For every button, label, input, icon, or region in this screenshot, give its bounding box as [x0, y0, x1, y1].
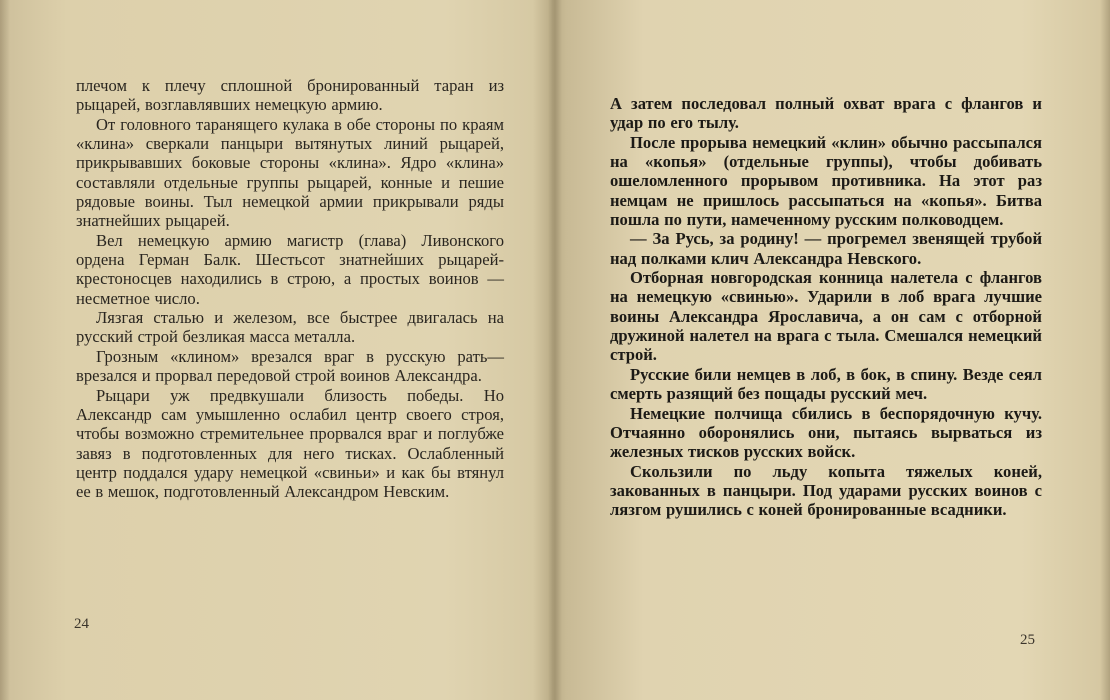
left-page — [0, 0, 552, 700]
paragraph: Лязгая сталью и железом, все быстрее двигалась на русский строй безликая масса металла. — [76, 308, 504, 347]
page-number: 25 — [1020, 632, 1035, 648]
paragraph: Скользили по льду копыта тяжелых коней, закованных в панцыри. Под ударами русских воинов с лязгом рушились с коней бронированные всадники. — [610, 461, 1042, 520]
paragraph: Русские били немцев в лоб, в бок, в спину. Везде сеял смерть разящий без пощады русский меч. — [610, 364, 1042, 404]
paragraph: Рыцари уж предвкушали близость победы. Но Александр сам умышленно ослабил центр своего строя, чтобы возможно стремительнее прорвался враг и поглубже завяз в подготовленных для него тисках. Ослабленный центр поддался удару немецкой «свиньи» и как бы втянул ее в мешок, подготовленный Александром Невским. — [76, 385, 504, 502]
paragraph: А затем последовал полный охват врага с флангов и удар по его тылу. — [610, 94, 1042, 133]
paragraph: От головного таранящего кулака в обе стороны по краям «клина» сверкали панцыри вытянутых линий рыцарей, прикрывавших боковые стороны «клина». Ядро «клина» составляли отдельные группы рыцарей, конные и пешие рядовые воины. Тыл немецкой армии прикрывали ряды знатнейших рыцарей. — [76, 114, 504, 231]
paragraph: Вел немецкую армию магистр (глава) Ливонского ордена Герман Балк. Шестьсот знатнейших рыцарей-крестоносцев находились в строю, а простых воинов — несметное число. — [76, 230, 504, 308]
paragraph: После прорыва немецкий «клин» обычно рассыпался на «копья» (отдельные группы), чтобы добивать ошеломленного прорывом противника. На этот раз немцам не пришлось рассыпаться на «копья». Битва пошла по пути, намеченному русским полководцем. — [610, 132, 1042, 230]
paragraph: Грозным «клином» врезался враг в русскую рать—врезался и прорвал передовой строй воинов Александра. — [76, 346, 504, 386]
paragraph: Отборная новгородская конница налетела с флангов на немецкую «свинью». Ударили в лоб врага лучшие воины Александра Ярославича, а он сам с отборной дружиной налетел на врага с тыла. Смешался немецкий строй. — [610, 268, 1042, 365]
left-page-text — [76, 76, 504, 502]
right-page — [558, 0, 1110, 700]
page-number: 24 — [74, 616, 89, 632]
paragraph: Немецкие полчища сбились в беспорядочную кучу. Отчаянно оборонялись они, пытаясь вырваться из железных тисков русских войск. — [610, 403, 1042, 462]
paragraph: — За Русь, за родину! — прогремел звенящей трубой над полками клич Александра Невского. — [610, 229, 1042, 268]
right-page-text — [610, 94, 1042, 520]
paragraph: плечом к плечу сплошной бронированный таран из рыцарей, возглавлявших немецкую армию. — [76, 76, 504, 115]
